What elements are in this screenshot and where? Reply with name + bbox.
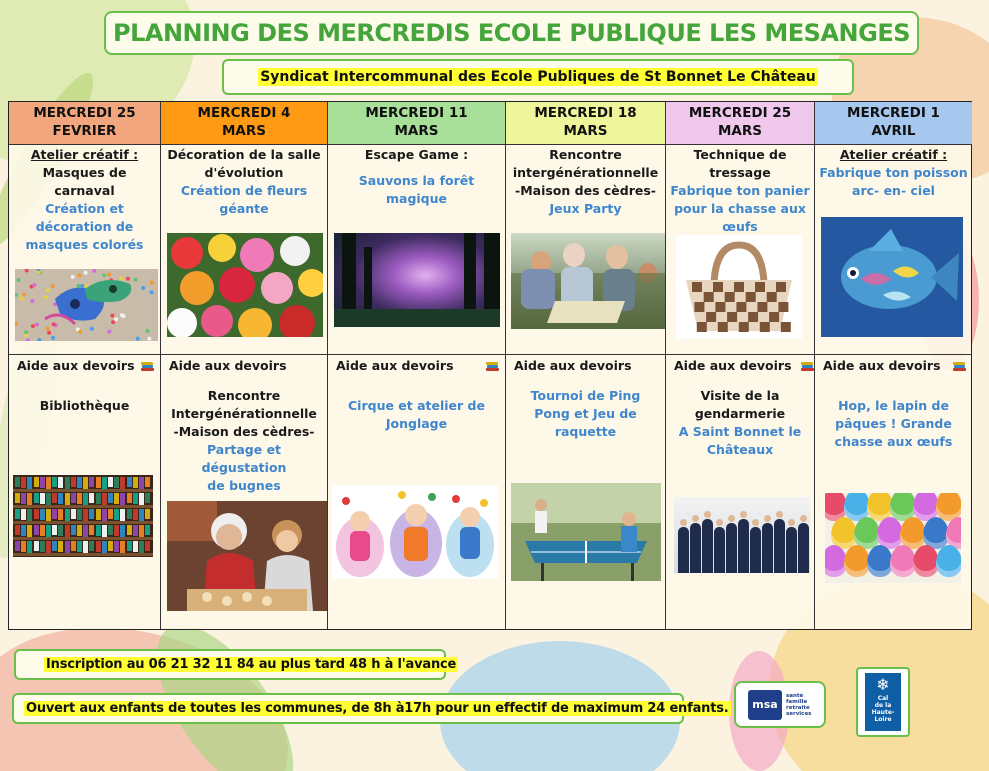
homework-label: Aide aux devoirs bbox=[674, 358, 792, 373]
afternoon-activity-2: Aide aux devoirs Rencontre Intergénérationnelle -Maison des cèdres- Partage et dégustation de bugnes bbox=[161, 355, 328, 629]
juggling-kids-image bbox=[332, 485, 498, 579]
inscription-text: Inscription au 06 21 32 11 84 au plus tard 48 h à l'avance bbox=[46, 657, 457, 672]
day-header-2: MERCREDI 4 MARS bbox=[161, 102, 328, 145]
msa-mark-icon: msa bbox=[748, 690, 782, 720]
rainbow-fish-image bbox=[821, 217, 963, 337]
books-icon bbox=[486, 361, 499, 371]
books-icon bbox=[141, 361, 154, 371]
day-header-3: MERCREDI 11 MARS bbox=[328, 102, 506, 145]
page-subtitle: Syndicat Intercommunal des Ecole Publiques de St Bonnet Le Château bbox=[260, 69, 816, 85]
morning-activity-6: Atelier créatif : Fabrique ton poisson arc- en- ciel bbox=[815, 145, 972, 355]
page-title-box bbox=[104, 11, 919, 55]
easter-eggs-image bbox=[825, 493, 961, 583]
homework-label: Aide aux devoirs bbox=[336, 358, 454, 373]
morning-activity-4: Rencontre intergénérationnelle -Maison des cèdres- Jeux Party bbox=[506, 145, 666, 355]
homework-label: Aide aux devoirs bbox=[823, 358, 941, 373]
ping-pong-image bbox=[511, 483, 661, 581]
morning-activity-3: Escape Game : Sauvons la forêt magique bbox=[328, 145, 506, 355]
day-header-4: MERCREDI 18 MARS bbox=[506, 102, 666, 145]
afternoon-activity-6: Aide aux devoirs Hop, le lapin de pâques ! Grande chasse aux œufs bbox=[815, 355, 972, 629]
planning-table bbox=[8, 101, 972, 630]
subtitle-box bbox=[222, 59, 854, 95]
homework-label: Aide aux devoirs bbox=[514, 358, 632, 373]
magic-forest-image bbox=[334, 233, 500, 327]
caf-logo: ❄ Cal de la Haute-Loire bbox=[856, 667, 910, 737]
snowflake-icon: ❄ bbox=[876, 675, 890, 694]
homework-label: Aide aux devoirs bbox=[169, 358, 287, 373]
books-icon bbox=[801, 361, 814, 371]
opening-hours-text: Ouvert aux enfants de toutes les communes, de 8h à17h pour un effectif de maximum 24 enfants. bbox=[26, 701, 729, 716]
opening-hours-box bbox=[12, 693, 729, 724]
morning-activity-5: Technique de tressage Fabrique ton panier pour la chasse aux œufs bbox=[666, 145, 815, 355]
afternoon-activity-1: Aide aux devoirs Bibliothèque bbox=[9, 355, 161, 629]
msa-logo: msa santé famille retraite services bbox=[734, 681, 826, 728]
carnival-masks-image bbox=[15, 269, 158, 341]
books-icon bbox=[953, 361, 966, 371]
gendarmes-image bbox=[674, 497, 810, 573]
afternoon-activity-4: Aide aux devoirs Tournoi de Ping Pong et Jeu de raquette bbox=[506, 355, 666, 629]
page-title: PLANNING DES MERCREDIS ECOLE PUBLIQUE LES MESANGES bbox=[112, 19, 910, 47]
morning-activity-1: Atelier créatif : Masques de carnaval Création et décoration de masques colorés bbox=[9, 145, 161, 355]
afternoon-activity-5: Aide aux devoirs Visite de la gendarmerie A Saint Bonnet le Châteaux bbox=[666, 355, 815, 629]
baking-image bbox=[167, 501, 328, 611]
bookshelf-image bbox=[13, 475, 153, 557]
homework-label: Aide aux devoirs bbox=[17, 358, 135, 373]
morning-activity-2: Décoration de la salle d'évolution Création de fleurs géante bbox=[161, 145, 328, 355]
day-header-6: MERCREDI 1 AVRIL bbox=[815, 102, 972, 145]
afternoon-activity-3: Aide aux devoirs Cirque et atelier de Jonglage bbox=[328, 355, 506, 629]
day-header-5: MERCREDI 25 MARS bbox=[666, 102, 815, 145]
flowers-image bbox=[167, 233, 323, 337]
basket-image bbox=[676, 235, 802, 339]
day-header-1: MERCREDI 25 FEVRIER bbox=[9, 102, 161, 145]
inscription-box bbox=[14, 649, 457, 680]
board-game-image bbox=[511, 233, 665, 329]
